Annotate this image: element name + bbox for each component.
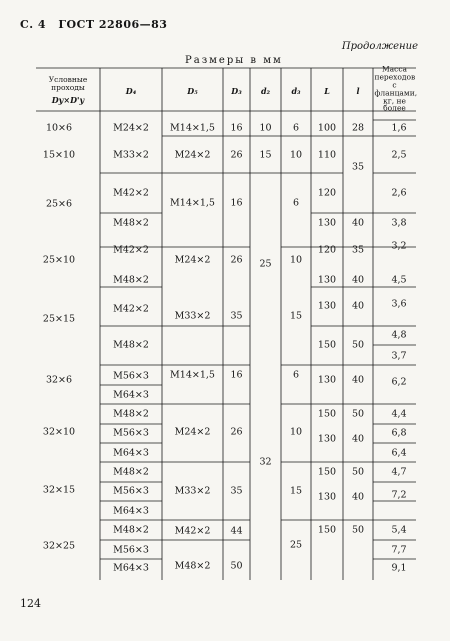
cell-l: 40 <box>351 217 365 229</box>
cell-mass: 4,5 <box>391 274 407 286</box>
cell-l: 50 <box>351 524 365 536</box>
cell-d5: M33×2 <box>174 485 211 497</box>
cell-l: 40 <box>351 374 365 386</box>
cell-l: 130 <box>317 300 337 312</box>
cell-d3: 6 <box>292 122 300 134</box>
cell-mass: 7,2 <box>391 489 407 501</box>
header-d5: D₅ <box>187 86 198 96</box>
cell-mass: 3,2 <box>391 240 407 252</box>
cell-d4: M56×3 <box>113 544 149 556</box>
cell-d4: M64×3 <box>113 389 149 401</box>
cell-d3: 26 <box>230 426 243 438</box>
cell-d4: M42×2 <box>113 187 149 199</box>
units-caption: Размеры в мм <box>185 55 283 66</box>
cell-d4: M64×3 <box>113 562 149 574</box>
cell-mass: 4,4 <box>391 408 407 420</box>
page-number: 124 <box>20 597 41 610</box>
cell-l: 40 <box>351 433 365 445</box>
cell-d3: 16 <box>230 369 243 381</box>
header-d3-small: d₃ <box>291 86 301 96</box>
header-passage-symbol: Dу×D'у <box>51 95 85 105</box>
cell-d4: M42×2 <box>113 303 149 315</box>
cell-d4: M48×2 <box>113 408 149 420</box>
cell-l: 150 <box>317 339 337 351</box>
header-d3: D₃ <box>231 86 242 96</box>
cell-l: 35 <box>351 244 365 256</box>
cell-l: 130 <box>317 374 337 386</box>
cell-l: 120 <box>317 244 337 256</box>
header-d4: D₄ <box>125 86 137 96</box>
cell-d2: 25 <box>259 258 272 270</box>
header-length: L <box>324 86 330 96</box>
cell-d3: 6 <box>292 197 300 209</box>
cell-l: 35 <box>351 161 365 173</box>
cell-l: 130 <box>317 491 337 503</box>
cell-mass: 9,1 <box>391 562 407 574</box>
cell-d3: 10 <box>289 426 303 438</box>
cell-d5: M48×2 <box>174 560 211 572</box>
cell-passage: 25×6 <box>45 198 73 210</box>
cell-l: 150 <box>317 408 337 420</box>
cell-l: 50 <box>351 339 365 351</box>
cell-d3: 15 <box>289 485 303 497</box>
cell-d3: 50 <box>230 560 243 572</box>
cell-passage: 32×25 <box>42 540 76 552</box>
cell-mass: 6,8 <box>391 427 407 439</box>
cell-d4: M48×2 <box>113 274 149 286</box>
cell-d5: M42×2 <box>174 525 211 537</box>
cell-l: 40 <box>351 274 365 286</box>
cell-d5: M33×2 <box>174 310 211 322</box>
cell-passage: 15×10 <box>42 149 76 161</box>
cell-passage: 32×15 <box>42 484 76 496</box>
cell-passage: 32×10 <box>42 426 76 438</box>
cell-l: 50 <box>351 408 365 420</box>
cell-mass: 1,6 <box>391 122 407 134</box>
cell-d2: 15 <box>259 149 272 161</box>
cell-d3: 26 <box>230 149 243 161</box>
cell-d4: M48×2 <box>113 524 149 536</box>
cell-passage: 32×6 <box>45 374 73 386</box>
cell-mass: 3,7 <box>391 350 407 362</box>
cell-mass: 4,8 <box>391 329 407 341</box>
cell-d4: M56×3 <box>113 427 149 439</box>
cell-l: 130 <box>317 217 337 229</box>
cell-passage: 25×10 <box>42 254 76 266</box>
cell-d2: 32 <box>259 456 272 468</box>
continuation-label: Продолжение <box>341 41 418 52</box>
cell-d3: 35 <box>230 310 243 322</box>
cell-l: 28 <box>351 122 365 134</box>
cell-mass: 3,6 <box>391 298 407 310</box>
cell-d3: 6 <box>292 369 300 381</box>
cell-d3: 16 <box>230 197 243 209</box>
cell-mass: 3,8 <box>391 217 407 229</box>
cell-d5: M14×1,5 <box>170 122 215 134</box>
cell-l: 120 <box>317 187 337 199</box>
cell-d3: 10 <box>289 149 303 161</box>
page-header-prefix: С. 4 <box>20 18 47 31</box>
cell-l: 40 <box>351 491 365 503</box>
cell-mass: 7,7 <box>391 544 407 556</box>
cell-d5: M24×2 <box>174 426 211 438</box>
cell-passage: 25×15 <box>42 313 76 325</box>
cell-l: 50 <box>351 466 365 478</box>
cell-d3: 10 <box>289 254 303 266</box>
standard-number: ГОСТ 22806—83 <box>58 18 168 31</box>
cell-d4: M48×2 <box>113 217 149 229</box>
cell-mass: 2,5 <box>391 149 407 161</box>
cell-d3: 25 <box>289 539 303 551</box>
header-mass: Масса переходов с фланцами, кг, не более <box>374 64 418 113</box>
cell-d4: M56×3 <box>113 485 149 497</box>
cell-d3: 35 <box>230 485 243 497</box>
cell-d5: M14×1,5 <box>170 197 215 209</box>
header-length-small: l <box>356 86 360 96</box>
cell-l: 100 <box>317 122 337 134</box>
cell-d5: M24×2 <box>174 149 211 161</box>
cell-mass: 6,4 <box>391 447 407 459</box>
header-passage: Условные проходы <box>48 75 88 92</box>
cell-mass: 2,6 <box>391 187 407 199</box>
cell-d5: M24×2 <box>174 254 211 266</box>
cell-passage: 10×6 <box>45 122 73 134</box>
cell-d4: M48×2 <box>113 339 149 351</box>
cell-d4: M56×3 <box>113 370 149 382</box>
cell-l: 40 <box>351 300 365 312</box>
cell-d5: M14×1,5 <box>170 369 215 381</box>
cell-d3: 16 <box>230 122 243 134</box>
cell-mass: 6,2 <box>391 376 407 388</box>
cell-l: 150 <box>317 524 337 536</box>
cell-d4: M42×2 <box>113 244 149 256</box>
cell-d2: 10 <box>259 122 272 134</box>
cell-l: 130 <box>317 274 337 286</box>
cell-l: 130 <box>317 433 337 445</box>
cell-l: 150 <box>317 466 337 478</box>
cell-d3: 44 <box>230 525 243 537</box>
cell-d3: 15 <box>289 310 303 322</box>
header-d2: d₂ <box>260 86 271 96</box>
cell-d4: M24×2 <box>113 122 149 134</box>
cell-d4: M33×2 <box>113 149 149 161</box>
cell-l: 110 <box>317 149 337 161</box>
cell-mass: 4,7 <box>391 466 407 478</box>
cell-mass: 5,4 <box>391 524 407 536</box>
cell-d3: 26 <box>230 254 243 266</box>
cell-d4: M48×2 <box>113 466 149 478</box>
cell-d4: M64×3 <box>113 447 149 459</box>
cell-d4: M64×3 <box>113 505 149 517</box>
